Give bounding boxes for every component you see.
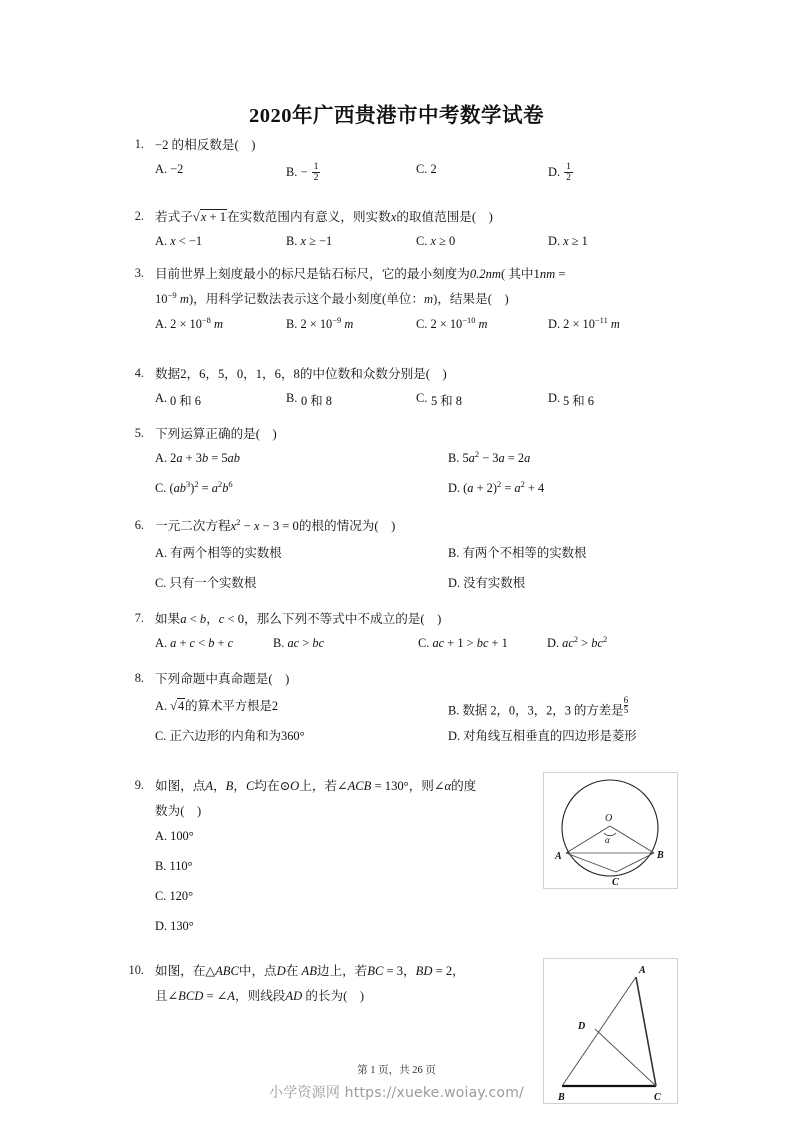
option-a[interactable]: A. 2a + 3b = 5ab — [155, 451, 240, 466]
option-group — [155, 636, 718, 660]
label-B: B — [558, 1092, 565, 1103]
option-b-text: 0 和 8 — [301, 394, 332, 409]
option-a[interactable]: A. a + c < b + c — [155, 636, 234, 651]
option-c[interactable]: C. — [416, 391, 428, 406]
option-a[interactable]: A. x < −1 — [155, 234, 203, 249]
option-c-text: 5 和 8 — [431, 394, 462, 409]
figure-circle-diagram — [543, 772, 678, 889]
option-b[interactable]: B. 数据 2，0，3，2，3 的方差是 $\frac{6}{5}$ — [448, 695, 629, 718]
option-a[interactable]: A. √4的算术平方根是2 — [155, 699, 279, 714]
question-stem: 数据2，6，5，0，1，6，8的中位数和众数分别是( ) — [155, 367, 447, 381]
circle-diagram-svg — [544, 773, 677, 888]
label-C: C — [654, 1092, 661, 1103]
question-stem: 若式子√x + 1在实数范围内有意义，则实数x的取值范围是( ) — [155, 210, 493, 224]
question-number: 6. — [134, 518, 144, 532]
question-stem-line2: 且∠BCD = ∠A，则线段AD 的长为( ) — [155, 989, 365, 1004]
option-a[interactable]: A. $2 \times 10^{-8}$ m — [155, 314, 223, 331]
question-stem: 下列运算正确的是( ) — [155, 427, 277, 441]
option-d[interactable]: D. 没有实数根 — [448, 576, 526, 591]
question-stem: 下列命题中真命题是( ) — [155, 672, 290, 686]
question-number: 10. — [128, 963, 144, 977]
question-8 — [118, 670, 718, 756]
question-6 — [118, 517, 718, 603]
label-B: B — [657, 850, 664, 861]
option-group — [155, 543, 718, 603]
question-stem: 一元二次方程$x^2 - x - 3 = 0$的根的情况为( ) — [155, 516, 396, 533]
question-stem-line1: 如图，点A，B，C均在⊙O上，若∠ACB = 130°，则∠α的度 — [155, 779, 477, 793]
option-group — [155, 451, 718, 511]
question-stem: −2 的相反数是( ) — [155, 138, 256, 152]
question-number: 9. — [134, 778, 144, 792]
question-stem-line1: 如图，在△ABC中，点D在 AB边上，若BC = 3，BD = 2， — [155, 964, 465, 978]
question-stem-line1: 目前世界上刻度最小的标尺是钻石标尺，它的最小刻度为0.2nm( 其中1nm = — [155, 267, 566, 281]
question-number: 8. — [134, 671, 144, 685]
option-a[interactable]: A. 有两个相等的实数根 — [155, 546, 282, 561]
option-group — [155, 391, 718, 415]
option-d[interactable]: D. x ≥ 1 — [548, 234, 588, 249]
question-number: 7. — [134, 611, 144, 625]
option-group — [155, 314, 718, 341]
option-c[interactable]: C. 2 — [416, 162, 437, 177]
option-a-text: 0 和 6 — [170, 394, 201, 409]
option-b[interactable]: B. 110° — [155, 858, 193, 873]
option-c[interactable]: C. ac + 1 > bc + 1 — [418, 636, 508, 651]
question-number: 2. — [134, 209, 144, 223]
circle-O — [562, 780, 658, 876]
label-A: A — [555, 851, 562, 862]
option-c[interactable]: C. 120° — [155, 888, 194, 903]
option-group — [155, 162, 718, 192]
option-d[interactable]: D. 130° — [155, 918, 194, 933]
option-d[interactable]: D. — [548, 391, 561, 406]
label-C: C — [612, 877, 619, 888]
option-group — [155, 696, 718, 756]
page-footer: 第 1 页，共 26 页 — [357, 1065, 436, 1076]
question-number: 4. — [134, 366, 144, 380]
option-c[interactable]: C. 正六边形的内角和为360° — [155, 729, 305, 744]
option-d[interactable]: D. $2 \times 10^{-11}$ m — [548, 314, 620, 331]
radius-OB — [610, 826, 654, 853]
option-c[interactable]: C. x ≥ 0 — [416, 234, 456, 249]
option-group — [155, 234, 718, 258]
option-b[interactable]: B. x ≥ −1 — [286, 234, 333, 249]
option-b[interactable]: B. $2 \times 10^{-9}$ m — [286, 314, 354, 331]
option-a[interactable]: A. — [155, 391, 168, 406]
watermark: 小学资源网 https://xueke.woiay.com/ — [269, 1085, 524, 1101]
option-c[interactable]: C. $(ab^3)^2 = a^2b^6$ — [155, 479, 233, 496]
question-4 — [118, 365, 718, 415]
option-b[interactable]: B. $5a^2 - 3a = 2a$ — [448, 449, 531, 466]
option-b[interactable]: B. ac > bc — [273, 636, 325, 651]
question-stem-line2: 数为( ) — [155, 804, 202, 819]
option-a[interactable]: A. −2 — [155, 162, 184, 177]
question-7 — [118, 610, 718, 660]
label-A: A — [639, 965, 646, 976]
question-number: 3. — [134, 266, 144, 280]
option-c[interactable]: C. 只有一个实数根 — [155, 576, 257, 591]
option-b[interactable]: B. — [286, 391, 298, 406]
option-c[interactable]: C. $2 \times 10^{-10}$ m — [416, 314, 488, 331]
option-b[interactable]: B. 有两个不相等的实数根 — [448, 546, 587, 561]
question-5 — [118, 425, 718, 511]
question-2 — [118, 208, 718, 258]
question-stem: 如果a < b，c < 0，那么下列不等式中不成立的是( ) — [155, 612, 442, 626]
page-title: 2020年广西贵港市中考数学试卷 — [249, 105, 544, 127]
option-b[interactable]: B. − $\frac{1}{2}$ — [286, 161, 319, 184]
chord-AC — [566, 853, 616, 872]
option-a[interactable]: A. 100° — [155, 828, 194, 843]
question-stem-line2: $10^{-9}$ m)，用科学记数法表示这个最小刻度(单位：m)，结果是( ) — [155, 290, 509, 307]
option-d-text: 5 和 6 — [563, 394, 594, 409]
question-3 — [118, 265, 718, 341]
option-d[interactable]: D. $\frac{1}{2}$ — [548, 161, 571, 184]
label-alpha: α — [605, 835, 610, 845]
label-D: D — [578, 1021, 586, 1032]
option-d[interactable]: D. $ac^2 > bc^2$ — [547, 634, 608, 651]
option-d[interactable]: D. $(a + 2)^2 = a^2 + 4$ — [448, 479, 545, 496]
question-number: 1. — [134, 137, 144, 151]
question-number: 5. — [134, 426, 144, 440]
option-d[interactable]: D. 对角线互相垂直的四边形是菱形 — [448, 729, 637, 744]
radius-OA — [566, 826, 610, 853]
question-1 — [118, 136, 718, 192]
label-O: O — [605, 813, 613, 824]
